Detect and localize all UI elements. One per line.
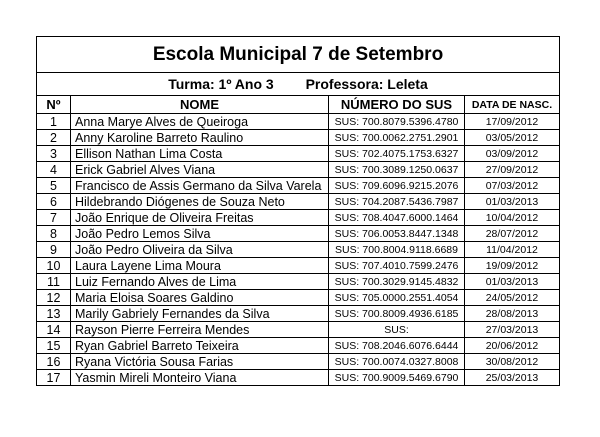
student-name: João Pedro Lemos Silva	[71, 226, 329, 242]
row-number: 16	[37, 354, 71, 370]
sus-number: SUS: 706.0053.8447.1348	[329, 226, 465, 242]
column-header-number: Nº	[37, 96, 71, 114]
row-number: 11	[37, 274, 71, 290]
birth-date: 27/09/2012	[465, 162, 560, 178]
birth-date: 17/09/2012	[465, 114, 560, 130]
sus-number: SUS: 707.4010.7599.2476	[329, 258, 465, 274]
row-number: 6	[37, 194, 71, 210]
student-name: Maria Eloisa Soares Galdino	[71, 290, 329, 306]
row-number: 5	[37, 178, 71, 194]
table-row	[37, 322, 560, 338]
sus-number: SUS: 702.4075.1753.6327	[329, 146, 465, 162]
table-row	[37, 210, 560, 226]
column-header-birthdate: DATA DE NASC.	[465, 96, 560, 114]
student-name: Anna Marye Alves de Queiroga	[71, 114, 329, 130]
row-number: 13	[37, 306, 71, 322]
sus-number: SUS: 700.9009.5469.6790	[329, 370, 465, 386]
birth-date: 28/07/2012	[465, 226, 560, 242]
column-header-sus: NÚMERO DO SUS	[329, 96, 465, 114]
table-row	[37, 242, 560, 258]
table-row	[37, 338, 560, 354]
sus-number: SUS:	[329, 322, 465, 338]
sus-number: SUS: 700.8004.9118.6689	[329, 242, 465, 258]
table-row	[37, 226, 560, 242]
table-row	[37, 162, 560, 178]
student-name: Ryana Victória Sousa Farias	[71, 354, 329, 370]
row-number: 10	[37, 258, 71, 274]
birth-date: 10/04/2012	[465, 210, 560, 226]
student-name: Laura Layene Lima Moura	[71, 258, 329, 274]
student-name: Francisco de Assis Germano da Silva Varela	[71, 178, 329, 194]
student-name: Hildebrando Diógenes de Souza Neto	[71, 194, 329, 210]
birth-date: 11/04/2012	[465, 242, 560, 258]
table-row	[37, 370, 560, 386]
birth-date: 27/03/2013	[465, 322, 560, 338]
table-row	[37, 258, 560, 274]
row-number: 8	[37, 226, 71, 242]
sus-number: SUS: 709.6096.9215.2076	[329, 178, 465, 194]
sus-number: SUS: 708.2046.6076.6444	[329, 338, 465, 354]
sus-number: SUS: 708.4047.6000.1464	[329, 210, 465, 226]
teacher-label: Professora: Leleta	[305, 76, 428, 92]
row-number: 9	[37, 242, 71, 258]
table-row	[37, 354, 560, 370]
table-row	[37, 274, 560, 290]
row-number: 15	[37, 338, 71, 354]
row-number: 12	[37, 290, 71, 306]
birth-date: 30/08/2012	[465, 354, 560, 370]
birth-date: 19/09/2012	[465, 258, 560, 274]
sus-number: SUS: 700.8009.4936.6185	[329, 306, 465, 322]
school-title: Escola Municipal 7 de Setembro	[37, 37, 560, 73]
table-row	[37, 178, 560, 194]
table-row	[37, 114, 560, 130]
sus-number: SUS: 700.0062.2751.2901	[329, 130, 465, 146]
table-row	[37, 130, 560, 146]
class-info	[37, 73, 560, 96]
birth-date: 20/06/2012	[465, 338, 560, 354]
student-name: Yasmin Mireli Monteiro Viana	[71, 370, 329, 386]
birth-date: 07/03/2012	[465, 178, 560, 194]
student-name: Anny Karoline Barreto Raulino	[71, 130, 329, 146]
row-number: 4	[37, 162, 71, 178]
birth-date: 01/03/2013	[465, 194, 560, 210]
class-label: Turma: 1º Ano 3	[168, 76, 274, 92]
row-number: 14	[37, 322, 71, 338]
table-row	[37, 306, 560, 322]
birth-date: 28/08/2013	[465, 306, 560, 322]
student-name: Erick Gabriel Alves Viana	[71, 162, 329, 178]
birth-date: 03/05/2012	[465, 130, 560, 146]
birth-date: 03/09/2012	[465, 146, 560, 162]
sus-number: SUS: 705.0000.2551.4054	[329, 290, 465, 306]
student-name: Luiz Fernando Alves de Lima	[71, 274, 329, 290]
birth-date: 25/03/2013	[465, 370, 560, 386]
table-row	[37, 146, 560, 162]
birth-date: 24/05/2012	[465, 290, 560, 306]
sus-number: SUS: 700.3089.1250.0637	[329, 162, 465, 178]
row-number: 17	[37, 370, 71, 386]
sus-number: SUS: 700.3029.9145.4832	[329, 274, 465, 290]
student-name: Ellison Nathan Lima Costa	[71, 146, 329, 162]
row-number: 3	[37, 146, 71, 162]
sus-number: SUS: 700.8079.5396.4780	[329, 114, 465, 130]
student-name: Rayson Pierre Ferreira Mendes	[71, 322, 329, 338]
table-row	[37, 290, 560, 306]
row-number: 2	[37, 130, 71, 146]
birth-date: 01/03/2013	[465, 274, 560, 290]
row-number: 1	[37, 114, 71, 130]
student-roster-table	[36, 36, 560, 386]
student-name: Marily Gabriely Fernandes da Silva	[71, 306, 329, 322]
row-number: 7	[37, 210, 71, 226]
column-header-name: NOME	[71, 96, 329, 114]
student-name: Ryan Gabriel Barreto Teixeira	[71, 338, 329, 354]
roster-body	[37, 114, 560, 386]
sus-number: SUS: 700.0074.0327.8008	[329, 354, 465, 370]
sus-number: SUS: 704.2087.5436.7987	[329, 194, 465, 210]
student-name: João Pedro Oliveira da Silva	[71, 242, 329, 258]
student-name: João Enrique de Oliveira Freitas	[71, 210, 329, 226]
table-row	[37, 194, 560, 210]
